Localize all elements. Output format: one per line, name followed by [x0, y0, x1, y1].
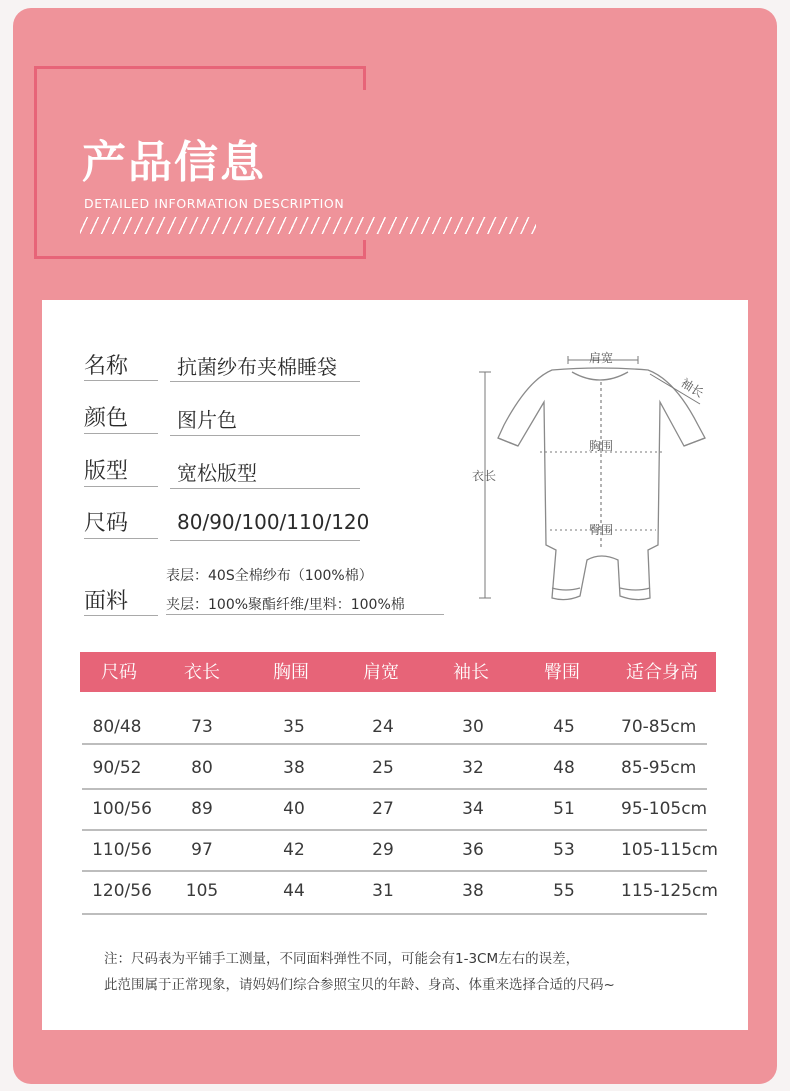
- cell-length: 80: [191, 758, 213, 778]
- size-value-underline: [170, 540, 360, 541]
- name-value-underline: [170, 381, 360, 382]
- row-divider: [82, 788, 707, 790]
- cell-length: 105: [185, 881, 219, 901]
- cell-size: 80/48: [92, 717, 142, 737]
- garment-size-diagram: [470, 340, 720, 615]
- header-shoulder: 肩宽: [363, 662, 399, 683]
- shoulder-label: 肩宽: [588, 351, 614, 365]
- note-line-1: 注：尺码表为平铺手工测量，不同面料弹性不同，可能会有1-3CM左右的误差，: [104, 951, 580, 967]
- cell-chest: 42: [283, 840, 305, 860]
- cell-sleeve: 32: [462, 758, 484, 778]
- cell-hip: 55: [553, 881, 575, 901]
- length-label: 衣长: [472, 469, 497, 483]
- fit-label: 版型: [84, 459, 129, 484]
- cell-sleeve: 34: [462, 799, 484, 819]
- cell-shoulder: 25: [372, 758, 394, 778]
- hip-label: 臀围: [588, 523, 614, 537]
- cell-sleeve: 38: [462, 881, 484, 901]
- name-label-underline: [84, 380, 158, 381]
- cell-hip: 51: [553, 799, 575, 819]
- size-label: 尺码: [84, 511, 129, 536]
- page-subtitle: DETAILED INFORMATION DESCRIPTION: [84, 196, 345, 211]
- header-chest: 胸围: [273, 662, 309, 683]
- cell-height: 70-85cm: [621, 717, 697, 737]
- cell-length: 73: [191, 717, 213, 737]
- header-height: 适合身高: [626, 662, 698, 683]
- size-table-header: [80, 652, 716, 692]
- header-size: 尺码: [101, 662, 137, 683]
- header-hip: 臀围: [544, 662, 580, 683]
- cell-sleeve: 30: [462, 717, 484, 737]
- cell-sleeve: 36: [462, 840, 484, 860]
- cell-hip: 48: [553, 758, 575, 778]
- cell-height: 105-115cm: [621, 840, 718, 860]
- cell-shoulder: 29: [372, 840, 394, 860]
- color-label-underline: [84, 433, 158, 434]
- cell-height: 115-125cm: [621, 881, 718, 901]
- cell-size: 110/56: [92, 840, 152, 860]
- name-label: 名称: [84, 354, 129, 379]
- header-length: 衣长: [184, 662, 220, 683]
- name-value: 抗菌纱布夹棉睡袋: [177, 355, 337, 379]
- cell-hip: 45: [553, 717, 575, 737]
- cell-height: 85-95cm: [621, 758, 697, 778]
- cell-chest: 40: [283, 799, 305, 819]
- size-value: 80/90/100/110/120: [177, 510, 370, 534]
- fabric-label-underline: [84, 615, 158, 616]
- cell-height: 95-105cm: [621, 799, 708, 819]
- cell-chest: 44: [283, 881, 305, 901]
- fabric-underline: [166, 614, 444, 615]
- note-line-2: 此范围属于正常现象，请妈妈们综合参照宝贝的年龄、身高、体重来选择合适的尺码~: [104, 977, 615, 993]
- row-divider: [82, 913, 707, 915]
- page-title: 产品信息: [82, 137, 266, 188]
- cell-length: 97: [191, 840, 213, 860]
- cell-hip: 53: [553, 840, 575, 860]
- row-divider: [82, 870, 707, 872]
- cell-shoulder: 31: [372, 881, 394, 901]
- fabric-outer-layer: 表层：40S全棉纱布（100%棉）: [166, 568, 373, 584]
- size-label-underline: [84, 538, 158, 539]
- cell-chest: 35: [283, 717, 305, 737]
- cell-shoulder: 24: [372, 717, 394, 737]
- fit-label-underline: [84, 486, 158, 487]
- fit-value-underline: [170, 488, 360, 489]
- chest-label: 胸围: [588, 439, 614, 453]
- row-divider: [82, 829, 707, 831]
- color-value-underline: [170, 435, 360, 436]
- fabric-label: 面料: [84, 589, 129, 614]
- cell-shoulder: 27: [372, 799, 394, 819]
- cell-size: 120/56: [92, 881, 152, 901]
- row-divider: [82, 743, 707, 745]
- cell-size: 100/56: [92, 799, 152, 819]
- color-label: 颜色: [84, 406, 129, 431]
- color-value: 图片色: [177, 408, 237, 432]
- cell-size: 90/52: [92, 758, 142, 778]
- garment-collar: [572, 372, 628, 380]
- sleeve-label: 袖长: [678, 375, 707, 401]
- fabric-inner-layer: 夹层：100%聚酯纤维/里料：100%棉: [166, 597, 405, 613]
- header-sleeve: 袖长: [453, 662, 489, 683]
- cell-length: 89: [191, 799, 213, 819]
- fit-value: 宽松版型: [177, 461, 257, 485]
- decorative-hatch: [80, 217, 536, 234]
- cell-chest: 38: [283, 758, 305, 778]
